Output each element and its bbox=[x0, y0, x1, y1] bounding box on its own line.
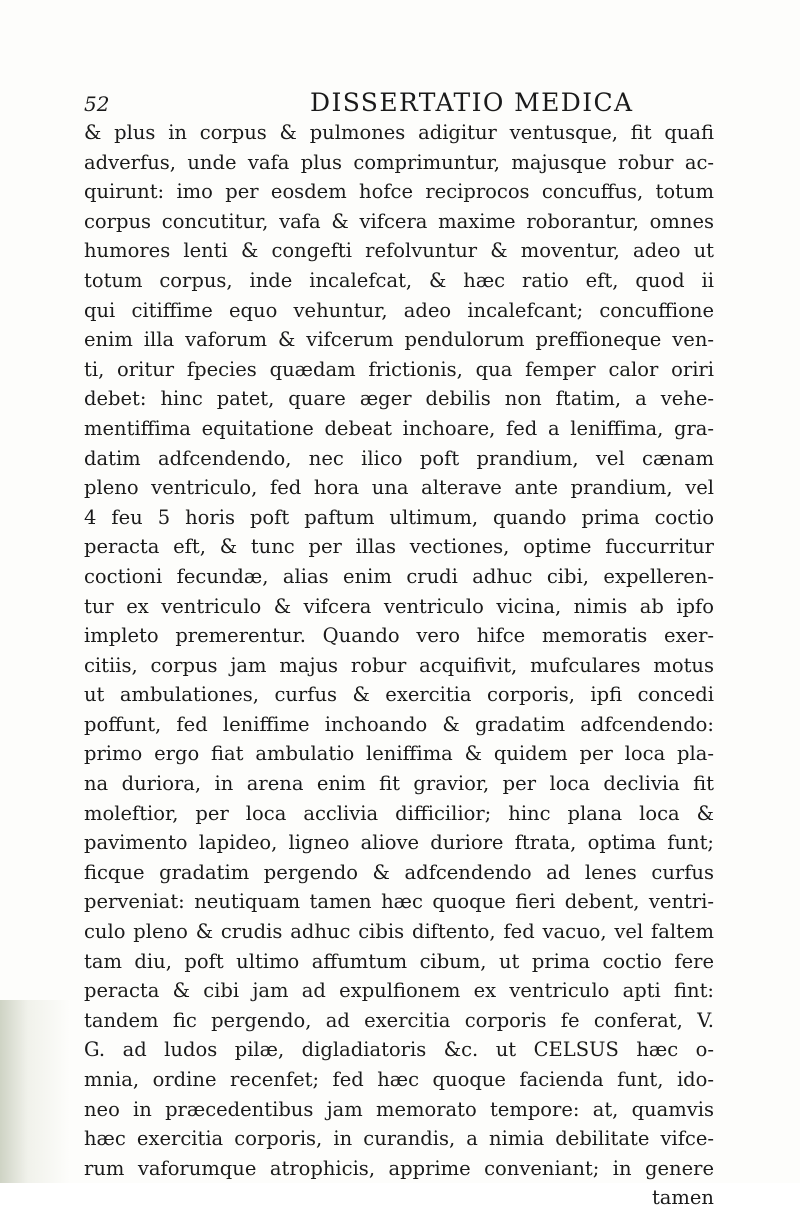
text-line: rum vaforumque atrophicis, apprime conveniant; in genere bbox=[84, 1156, 714, 1180]
text-line: totum corpus, inde incalefcat, & hæc ratio eft, quod ii bbox=[84, 268, 714, 292]
text-line: tandem fic pergendo, ad exercitia corporis fe conferat, V. bbox=[84, 1008, 714, 1032]
text-line: peracta & cibi jam ad expulfionem ex ventriculo apti fint: bbox=[84, 979, 714, 1003]
text-line: G. ad ludos pilæ, digladiatoris &c. ut CELSUS hæc o- bbox=[84, 1038, 714, 1062]
text-line: perveniat: neutiquam tamen hæc quoque fieri debent, ventri- bbox=[84, 890, 714, 914]
running-title: DISSERTATIO MEDICA bbox=[310, 88, 634, 117]
text-line: pavimento lapideo, ligneo aliove duriore ftrata, optima funt; bbox=[84, 831, 714, 855]
text-line: poffunt, fed leniffime inchoando & gradatim adfcendendo: bbox=[84, 712, 714, 736]
text-line: neo in præcedentibus jam memorato tempore: at, quamvis bbox=[84, 1097, 714, 1121]
text-line: tamen bbox=[651, 1186, 714, 1210]
text-line: culo pleno & crudis adhuc cibis diftento, fed vacuo, vel faltem bbox=[84, 920, 714, 944]
text-line: peracta eft, & tunc per illas vectiones, optime fuccurritur bbox=[84, 535, 714, 559]
text-line: corpus concutitur, vafa & vifcera maxime roborantur, omnes bbox=[84, 209, 714, 233]
text-line: humores lenti & congefti refolvuntur & moventur, adeo ut bbox=[84, 239, 714, 263]
page-edge-discoloration bbox=[0, 1000, 70, 1183]
text-line: moleftior, per loca acclivia difficilior; hinc plana loca & bbox=[84, 801, 714, 825]
text-line: primo ergo fiat ambulatio leniffima & quidem per loca pla- bbox=[84, 742, 714, 766]
text-line: na duriora, in arena enim fit gravior, per loca declivia fit bbox=[84, 772, 714, 796]
text-line: enim illa vaforum & vifcerum pendulorum preffioneque ven- bbox=[84, 328, 714, 352]
text-line: adverfus, unde vafa plus comprimuntur, majusque robur ac- bbox=[84, 150, 714, 174]
text-line: & plus in corpus & pulmones adigitur ventusque, fit quafi bbox=[84, 121, 714, 144]
text-line: 4 feu 5 horis poft paftum ultimum, quando prima coctio bbox=[84, 505, 714, 529]
page-number: 52 bbox=[84, 92, 110, 116]
text-line: tam diu, poft ultimo affumtum cibum, ut prima coctio fere bbox=[84, 949, 714, 973]
text-line: datim adfcendendo, nec ilico poft prandium, vel cænam bbox=[84, 446, 714, 470]
text-line: ficque gradatim pergendo & adfcendendo ad lenes curfus bbox=[84, 860, 714, 884]
text-line: hæc exercitia corporis, in curandis, a nimia debilitate vifce- bbox=[84, 1127, 714, 1151]
text-line: tur ex ventriculo & vifcera ventriculo vicina, nimis ab ipfo bbox=[84, 594, 714, 618]
text-line: ut ambulationes, curfus & exercitia corporis, ipfi concedi bbox=[84, 683, 714, 707]
text-line: qui citiffime equo vehuntur, adeo incalefcant; concuffione bbox=[84, 298, 714, 322]
text-line: quirunt: imo per eosdem hofce reciprocos concuffus, totum bbox=[84, 180, 714, 204]
text-line: mentiffima equitatione debeat inchoare, fed a leniffima, gra- bbox=[84, 416, 714, 440]
text-line: mnia, ordine recenfet; fed hæc quoque facienda funt, ido- bbox=[84, 1068, 714, 1091]
text-line: pleno ventriculo, fed hora una alterave ante prandium, vel bbox=[84, 476, 714, 500]
text-line: citiis, corpus jam majus robur acquifivit, mufculares motus bbox=[84, 653, 714, 677]
text-line: debet: hinc patet, quare æger debilis non ftatim, a vehe- bbox=[84, 387, 714, 411]
text-line: ti, oritur fpecies quædam frictionis, qua femper calor oriri bbox=[84, 357, 714, 381]
text-line: impleto premerentur. Quando vero hifce memoratis exer- bbox=[84, 624, 714, 648]
page-header bbox=[60, 88, 740, 118]
text-line: coctioni fecundæ, alias enim crudi adhuc cibi, expelleren- bbox=[84, 564, 714, 588]
body-text bbox=[84, 118, 714, 1213]
